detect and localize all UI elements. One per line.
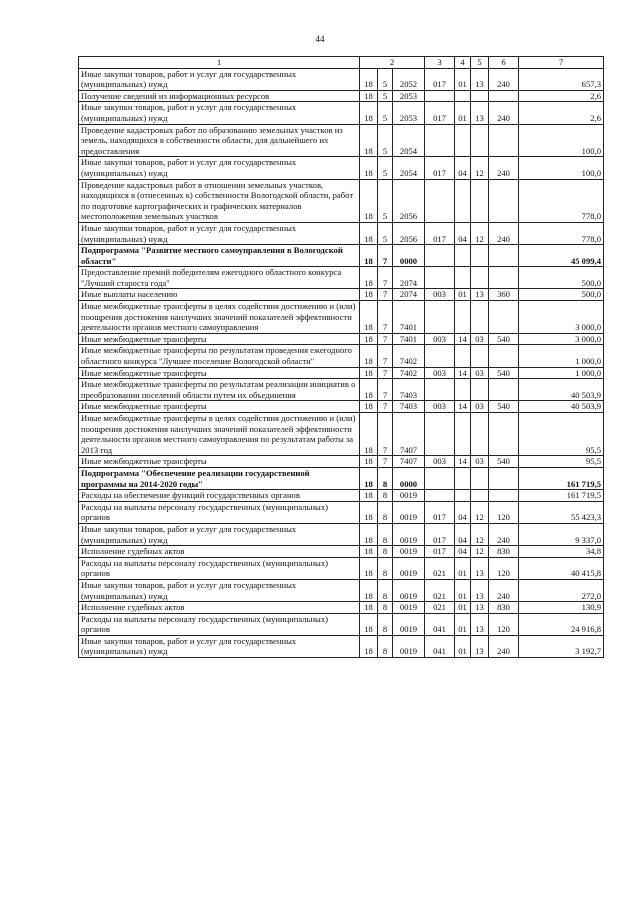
code-ministry: 017 [425, 157, 455, 179]
table-row [79, 289, 604, 301]
code-subsection [471, 413, 489, 456]
code-expense-type [489, 301, 519, 334]
row-amount: 3 000,0 [519, 301, 604, 334]
code-subprogram: 7 [378, 245, 393, 267]
code-section-number: 04 [455, 523, 471, 545]
code-subprogram: 7 [378, 413, 393, 456]
table-row [79, 613, 604, 635]
row-name: Иные межбюджетные трансферты в целях содействия достижению и (или) поощрения достижения наилучших значений показателей эффективности деятельности органов местного самоуправления по результатам работы за 2013 год [79, 413, 360, 456]
code-expense-type: 240 [489, 102, 519, 124]
code-section: 18 [360, 222, 378, 244]
code-section-number [455, 467, 471, 489]
col-header-2: 2 [360, 57, 425, 69]
code-section: 18 [360, 557, 378, 579]
code-subsection: 12 [471, 546, 489, 558]
code-expense-type: 360 [489, 289, 519, 301]
code-subsection [471, 90, 489, 102]
code-subsection: 13 [471, 102, 489, 124]
row-name: Получение сведений из информационных ресурсов [79, 90, 360, 102]
row-name: Проведение кадастровых работ по образованию земельных участков из земель, находящихся в собственности области, для дальнейшего их предоставления [79, 124, 360, 157]
table-row [79, 245, 604, 267]
code-ministry [425, 90, 455, 102]
code-section-number: 01 [455, 102, 471, 124]
code-expense-type: 540 [489, 333, 519, 345]
code-subprogram: 7 [378, 345, 393, 367]
row-name: Исполнение судебных актов [79, 546, 360, 558]
code-ministry: 041 [425, 635, 455, 657]
code-ministry [425, 345, 455, 367]
code-subsection [471, 467, 489, 489]
code-subprogram: 8 [378, 467, 393, 489]
col-header-6: 6 [489, 57, 519, 69]
code-ministry: 017 [425, 501, 455, 523]
code-expense-type: 120 [489, 557, 519, 579]
code-section-number: 01 [455, 613, 471, 635]
code-section: 18 [360, 501, 378, 523]
code-section: 18 [360, 613, 378, 635]
table-row [79, 602, 604, 614]
code-section-number: 14 [455, 401, 471, 413]
code-subsection: 13 [471, 602, 489, 614]
code-direction: 7403 [393, 401, 425, 413]
row-name: Иные закупки товаров, работ и услуг для государственных (муниципальных) нужд [79, 102, 360, 124]
row-amount: 130,9 [519, 602, 604, 614]
row-name: Проведение кадастровых работ в отношении земельных участков, находящихся в (отнесенных к) собственности Вологодской области, работ по подготовке картографических и графических материалов местоположения земельных участков [79, 179, 360, 222]
code-ministry [425, 413, 455, 456]
row-name: Иные межбюджетные трансферты по результатам проведения ежегодного областного конкурса "Лучшее поселение Вологодской области" [79, 345, 360, 367]
code-section: 18 [360, 579, 378, 601]
code-expense-type: 830 [489, 546, 519, 558]
code-ministry: 003 [425, 333, 455, 345]
row-amount: 24 916,8 [519, 613, 604, 635]
table-row [79, 157, 604, 179]
table-body [79, 68, 604, 657]
row-amount: 1 000,0 [519, 367, 604, 379]
code-section-number: 01 [455, 68, 471, 90]
code-section: 18 [360, 301, 378, 334]
row-amount: 161 719,5 [519, 490, 604, 502]
code-ministry: 017 [425, 102, 455, 124]
row-amount: 45 099,4 [519, 245, 604, 267]
budget-table [78, 56, 604, 658]
code-subsection: 13 [471, 613, 489, 635]
code-ministry: 003 [425, 456, 455, 468]
code-direction: 0019 [393, 635, 425, 657]
row-amount: 778,0 [519, 222, 604, 244]
code-subprogram: 8 [378, 490, 393, 502]
table-row [79, 401, 604, 413]
code-subsection: 13 [471, 579, 489, 601]
code-subsection: 03 [471, 367, 489, 379]
code-ministry [425, 245, 455, 267]
row-amount: 55 423,3 [519, 501, 604, 523]
code-direction: 0019 [393, 546, 425, 558]
code-subprogram: 8 [378, 501, 393, 523]
row-name: Расходы на выплаты персоналу государственных (муниципальных) органов [79, 613, 360, 635]
row-amount: 100,0 [519, 157, 604, 179]
code-section-number: 14 [455, 456, 471, 468]
code-direction: 0019 [393, 579, 425, 601]
table-row [79, 102, 604, 124]
code-section-number: 01 [455, 635, 471, 657]
code-ministry [425, 467, 455, 489]
row-amount: 3 192,7 [519, 635, 604, 657]
code-direction: 7407 [393, 413, 425, 456]
code-expense-type: 540 [489, 456, 519, 468]
code-section-number: 14 [455, 333, 471, 345]
code-section-number [455, 179, 471, 222]
row-amount: 3 000,0 [519, 333, 604, 345]
code-ministry: 021 [425, 579, 455, 601]
table-row [79, 635, 604, 657]
code-expense-type: 240 [489, 635, 519, 657]
col-header-3: 3 [425, 57, 455, 69]
code-subsection [471, 245, 489, 267]
code-expense-type: 830 [489, 602, 519, 614]
code-direction: 7401 [393, 333, 425, 345]
table-row [79, 546, 604, 558]
code-subprogram: 5 [378, 179, 393, 222]
row-name: Расходы на выплаты персоналу государственных (муниципальных) органов [79, 557, 360, 579]
code-section: 18 [360, 367, 378, 379]
code-ministry: 017 [425, 546, 455, 558]
code-subprogram: 7 [378, 289, 393, 301]
code-ministry: 017 [425, 523, 455, 545]
code-subprogram: 8 [378, 635, 393, 657]
row-name: Предоставление премий победителям ежегодного областного конкурса "Лучший староста года" [79, 267, 360, 289]
code-section-number: 04 [455, 546, 471, 558]
code-direction: 2052 [393, 68, 425, 90]
row-name: Иные выплаты населению [79, 289, 360, 301]
code-section-number: 04 [455, 157, 471, 179]
row-name: Иные межбюджетные трансферты в целях содействия достижению и (или) поощрения достижения наилучших значений показателей эффективности деятельности органов местного самоуправления [79, 301, 360, 334]
row-name: Иные межбюджетные трансферты [79, 333, 360, 345]
row-name: Иные закупки товаров, работ и услуг для государственных (муниципальных) нужд [79, 523, 360, 545]
code-subprogram: 7 [378, 267, 393, 289]
code-expense-type [489, 467, 519, 489]
code-subsection: 03 [471, 401, 489, 413]
code-expense-type [489, 179, 519, 222]
code-section: 18 [360, 90, 378, 102]
table-row [79, 490, 604, 502]
row-amount: 95,5 [519, 413, 604, 456]
row-amount: 2,6 [519, 90, 604, 102]
code-direction: 2053 [393, 90, 425, 102]
row-amount: 34,8 [519, 546, 604, 558]
code-expense-type [489, 490, 519, 502]
code-section-number: 01 [455, 602, 471, 614]
code-expense-type: 240 [489, 523, 519, 545]
code-subsection: 13 [471, 68, 489, 90]
row-amount: 272,0 [519, 579, 604, 601]
table-row [79, 301, 604, 334]
row-name: Иные межбюджетные трансферты [79, 456, 360, 468]
code-subsection [471, 490, 489, 502]
code-subprogram: 5 [378, 90, 393, 102]
code-section: 18 [360, 157, 378, 179]
code-section: 18 [360, 333, 378, 345]
code-expense-type [489, 267, 519, 289]
row-name: Иные закупки товаров, работ и услуг для государственных (муниципальных) нужд [79, 579, 360, 601]
code-subsection [471, 345, 489, 367]
code-section: 18 [360, 546, 378, 558]
code-ministry [425, 301, 455, 334]
code-section: 18 [360, 413, 378, 456]
code-section-number [455, 124, 471, 157]
code-ministry: 003 [425, 289, 455, 301]
code-expense-type: 540 [489, 401, 519, 413]
col-header-7: 7 [519, 57, 604, 69]
code-direction: 7401 [393, 301, 425, 334]
code-subsection: 03 [471, 333, 489, 345]
row-name: Иные межбюджетные трансферты по результатам реализации инициатив о преобразовании поселений области путем их объединения [79, 379, 360, 401]
row-amount: 161 719,5 [519, 467, 604, 489]
row-amount: 657,3 [519, 68, 604, 90]
col-header-4: 4 [455, 57, 471, 69]
code-subprogram: 7 [378, 379, 393, 401]
code-expense-type [489, 413, 519, 456]
code-section: 18 [360, 68, 378, 90]
code-ministry [425, 267, 455, 289]
code-ministry: 017 [425, 222, 455, 244]
code-subprogram: 8 [378, 602, 393, 614]
code-section: 18 [360, 456, 378, 468]
code-section: 18 [360, 345, 378, 367]
code-expense-type: 540 [489, 367, 519, 379]
table-row [79, 90, 604, 102]
code-section: 18 [360, 523, 378, 545]
code-subprogram: 5 [378, 102, 393, 124]
code-ministry: 021 [425, 602, 455, 614]
code-subprogram: 7 [378, 333, 393, 345]
code-subprogram: 8 [378, 523, 393, 545]
code-direction: 0000 [393, 467, 425, 489]
row-amount: 1 000,0 [519, 345, 604, 367]
row-amount: 40 415,8 [519, 557, 604, 579]
code-expense-type [489, 379, 519, 401]
row-name: Расходы на выплаты персоналу государственных (муниципальных) органов [79, 501, 360, 523]
row-name: Подпрограмма "Развитие местного самоуправления в Вологодской области" [79, 245, 360, 267]
code-section-number: 04 [455, 501, 471, 523]
code-section: 18 [360, 102, 378, 124]
code-section: 18 [360, 179, 378, 222]
code-subsection [471, 179, 489, 222]
code-section-number [455, 301, 471, 334]
row-amount: 40 503,9 [519, 379, 604, 401]
code-section: 18 [360, 289, 378, 301]
code-ministry: 003 [425, 401, 455, 413]
code-subprogram: 5 [378, 222, 393, 244]
table-row [79, 557, 604, 579]
code-subsection: 12 [471, 222, 489, 244]
code-section: 18 [360, 401, 378, 413]
code-expense-type: 120 [489, 613, 519, 635]
table-row [79, 456, 604, 468]
code-direction: 2056 [393, 222, 425, 244]
code-subsection: 12 [471, 157, 489, 179]
code-section-number [455, 490, 471, 502]
code-direction: 0019 [393, 613, 425, 635]
code-subprogram: 7 [378, 367, 393, 379]
code-subprogram: 8 [378, 579, 393, 601]
row-amount: 500,0 [519, 289, 604, 301]
code-section: 18 [360, 245, 378, 267]
code-section: 18 [360, 467, 378, 489]
code-direction: 7402 [393, 345, 425, 367]
code-direction: 0019 [393, 490, 425, 502]
code-subprogram: 5 [378, 157, 393, 179]
code-subsection: 13 [471, 635, 489, 657]
code-section: 18 [360, 635, 378, 657]
table-row [79, 267, 604, 289]
row-amount: 40 503,9 [519, 401, 604, 413]
code-subprogram: 5 [378, 124, 393, 157]
code-subprogram: 5 [378, 68, 393, 90]
row-name: Исполнение судебных актов [79, 602, 360, 614]
col-header-5: 5 [471, 57, 489, 69]
page-number: 44 [315, 34, 325, 44]
code-subprogram: 8 [378, 613, 393, 635]
code-subsection: 12 [471, 523, 489, 545]
code-expense-type: 240 [489, 157, 519, 179]
code-expense-type: 240 [489, 222, 519, 244]
code-section-number: 01 [455, 579, 471, 601]
code-ministry: 017 [425, 68, 455, 90]
row-amount: 2,6 [519, 102, 604, 124]
code-section: 18 [360, 490, 378, 502]
code-section-number [455, 345, 471, 367]
row-amount: 778,0 [519, 179, 604, 222]
table-row [79, 413, 604, 456]
code-subsection: 13 [471, 289, 489, 301]
code-subprogram: 7 [378, 301, 393, 334]
code-direction: 7407 [393, 456, 425, 468]
code-subsection: 13 [471, 557, 489, 579]
code-subsection: 03 [471, 456, 489, 468]
row-name: Иные закупки товаров, работ и услуг для государственных (муниципальных) нужд [79, 157, 360, 179]
row-amount: 500,0 [519, 267, 604, 289]
table-row [79, 501, 604, 523]
table-row [79, 68, 604, 90]
col-header-1: 1 [79, 57, 360, 69]
code-section-number: 01 [455, 557, 471, 579]
code-section-number [455, 379, 471, 401]
code-subprogram: 8 [378, 546, 393, 558]
code-expense-type [489, 124, 519, 157]
code-direction: 7402 [393, 367, 425, 379]
code-ministry: 041 [425, 613, 455, 635]
code-expense-type: 240 [489, 68, 519, 90]
row-name: Иные межбюджетные трансферты [79, 367, 360, 379]
code-direction: 0000 [393, 245, 425, 267]
code-direction: 2056 [393, 179, 425, 222]
row-name: Иные межбюджетные трансферты [79, 401, 360, 413]
row-name: Расходы на обеспечение функций государственных органов [79, 490, 360, 502]
code-expense-type [489, 90, 519, 102]
code-subprogram: 7 [378, 456, 393, 468]
code-expense-type [489, 245, 519, 267]
table-row [79, 222, 604, 244]
code-direction: 2054 [393, 157, 425, 179]
code-subsection [471, 301, 489, 334]
code-subsection [471, 124, 489, 157]
code-expense-type: 240 [489, 579, 519, 601]
code-direction: 0019 [393, 602, 425, 614]
code-direction: 0019 [393, 557, 425, 579]
code-expense-type: 120 [489, 501, 519, 523]
code-subprogram: 8 [378, 557, 393, 579]
row-name: Иные закупки товаров, работ и услуг для государственных (муниципальных) нужд [79, 635, 360, 657]
code-ministry: 021 [425, 557, 455, 579]
code-section-number: 04 [455, 222, 471, 244]
table-row [79, 379, 604, 401]
table-row [79, 124, 604, 157]
row-amount: 100,0 [519, 124, 604, 157]
code-section: 18 [360, 267, 378, 289]
code-direction: 2074 [393, 267, 425, 289]
row-amount: 9 337,0 [519, 523, 604, 545]
code-section-number [455, 267, 471, 289]
table-row [79, 333, 604, 345]
code-ministry [425, 124, 455, 157]
code-ministry [425, 179, 455, 222]
code-section: 18 [360, 124, 378, 157]
table-row [79, 345, 604, 367]
table-row [79, 179, 604, 222]
table-row [79, 467, 604, 489]
code-section-number [455, 245, 471, 267]
code-direction: 7403 [393, 379, 425, 401]
code-ministry [425, 490, 455, 502]
code-subsection: 12 [471, 501, 489, 523]
code-direction: 2054 [393, 124, 425, 157]
header-row [79, 57, 604, 69]
row-amount: 95,5 [519, 456, 604, 468]
code-section-number: 14 [455, 367, 471, 379]
row-name: Иные закупки товаров, работ и услуг для государственных (муниципальных) нужд [79, 68, 360, 90]
code-subprogram: 7 [378, 401, 393, 413]
code-direction: 2074 [393, 289, 425, 301]
code-direction: 2053 [393, 102, 425, 124]
code-ministry: 003 [425, 367, 455, 379]
code-section-number: 01 [455, 289, 471, 301]
row-name: Иные закупки товаров, работ и услуг для государственных (муниципальных) нужд [79, 222, 360, 244]
table-row [79, 367, 604, 379]
code-expense-type [489, 345, 519, 367]
code-ministry [425, 379, 455, 401]
code-section-number [455, 413, 471, 456]
code-subsection [471, 267, 489, 289]
row-name: Подпрограмма "Обеспечение реализации государственной программы на 2014-2020 годы" [79, 467, 360, 489]
code-direction: 0019 [393, 523, 425, 545]
code-section: 18 [360, 379, 378, 401]
table-row [79, 579, 604, 601]
code-section-number [455, 90, 471, 102]
code-subsection [471, 379, 489, 401]
code-direction: 0019 [393, 501, 425, 523]
table-row [79, 523, 604, 545]
code-section: 18 [360, 602, 378, 614]
